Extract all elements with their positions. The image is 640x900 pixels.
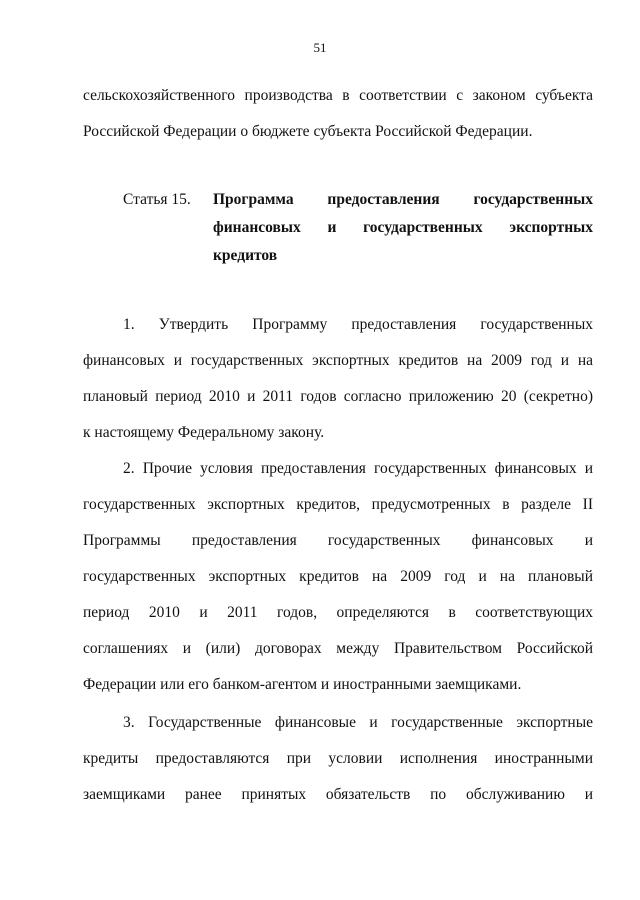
- paragraph-1-line-2: финансовых и государственных экспортных кредитов на 2009 год и на: [83, 352, 593, 369]
- paragraph-2-line-3: Программы предоставления государственных финансовых и: [83, 532, 593, 549]
- intro-line-2: Российской Федерации о бюджете субъекта Российской Федерации.: [83, 123, 533, 140]
- document-body: [83, 0, 593, 900]
- article-title-line-2: финансовых и государственных экспортных: [213, 219, 593, 236]
- paragraph-2-line-5: период 2010 и 2011 годов, определяются в соответствующих: [83, 604, 593, 621]
- article-title-line-3: кредитов: [213, 247, 278, 264]
- page-number: 51: [313, 40, 327, 55]
- paragraph-2-line-7: Федерации или его банком-агентом и иностранными заемщиками.: [83, 676, 522, 693]
- paragraph-1-line-3: плановый период 2010 и 2011 годов согласно приложению 20 (секретно): [83, 388, 593, 405]
- paragraph-1-line-1: 1. Утвердить Программу предоставления государственных: [123, 316, 593, 333]
- paragraph-3-line-2: кредиты предоставляются при условии исполнения иностранными: [83, 750, 593, 767]
- article-title-line-1: Программа предоставления государственных: [213, 191, 593, 208]
- paragraph-2-line-2: государственных экспортных кредитов, предусмотренных в разделе II: [83, 496, 593, 513]
- paragraph-3-line-3: заемщиками ранее принятых обязательств по обслуживанию и: [83, 786, 593, 803]
- paragraph-2-line-1: 2. Прочие условия предоставления государственных финансовых и: [123, 460, 593, 477]
- intro-line-1: сельскохозяйственного производства в соответствии с законом субъекта: [83, 87, 593, 104]
- paragraph-1-line-4: к настоящему Федеральному закону.: [83, 424, 325, 441]
- paragraph-3-line-1: 3. Государственные финансовые и государственные экспортные: [123, 714, 593, 731]
- article-label: Статья 15.: [123, 191, 191, 208]
- paragraph-2-line-6: соглашениях и (или) договорах между Правительством Российской: [83, 640, 593, 657]
- paragraph-2-line-4: государственных экспортных кредитов на 2009 год и на плановый: [83, 568, 593, 585]
